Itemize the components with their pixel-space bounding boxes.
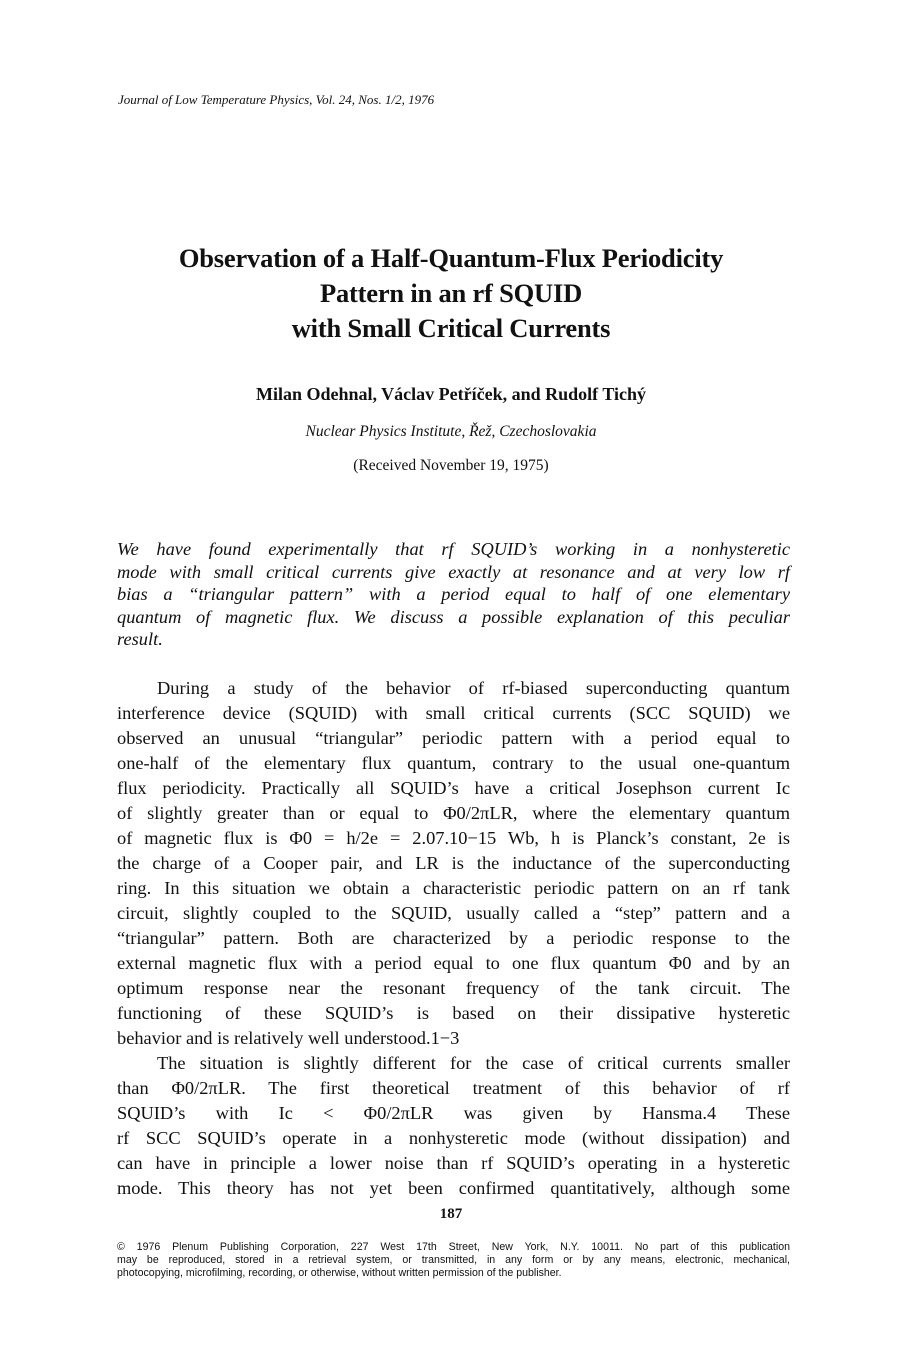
body-line: functioning of these SQUID’s is based on their dissipative hysteretic [117, 1003, 790, 1023]
body-line: of magnetic flux is Φ0 = h/2e = 2.07.10−15 Wb, h is Planck’s constant, 2e is [117, 828, 790, 848]
authors: Milan Odehnal, Václav Petříček, and Rudolf Tichý [255, 384, 647, 404]
body-line: one-half of the elementary flux quantum, contrary to the usual one-quantum [117, 753, 790, 773]
copyright-line: photocopying, microfilming, recording, or otherwise, without written permission of the publisher. [117, 1267, 562, 1279]
page-number: 187 [439, 1206, 463, 1222]
title-line: Pattern in an rf SQUID [319, 278, 583, 308]
copyright-line: may be reproduced, stored in a retrieval system, or transmitted, in any form or by any means, electronic, mechanical, [117, 1254, 790, 1266]
body-line: flux periodicity. Practically all SQUID’s have a critical Josephson current Ic [117, 778, 790, 798]
body-text [117, 676, 790, 1201]
body-line: of slightly greater than or equal to Φ0/2πLR, where the elementary quantum [117, 803, 790, 823]
body-line: interference device (SQUID) with small critical currents (SCC SQUID) we [117, 703, 790, 723]
body-line: behavior and is relatively well understood.1−3 [117, 1028, 460, 1048]
copyright-notice [117, 1241, 790, 1280]
copyright-line: © 1976 Plenum Publishing Corporation, 227 West 17th Street, New York, N.Y. 10011. No part of this publication [117, 1241, 790, 1253]
abstract [117, 538, 790, 651]
body-line: can have in principle a lower noise than rf SQUID’s operating in a hysteretic [117, 1153, 790, 1173]
body-line: than Φ0/2πLR. The first theoretical treatment of this behavior of rf [117, 1078, 790, 1098]
body-line: During a study of the behavior of rf-biased superconducting quantum [157, 678, 790, 698]
abstract-line: mode with small critical currents give exactly at resonance and at very low rf [117, 561, 790, 582]
abstract-line: We have found experimentally that rf SQUID’s working in a nonhysteretic [117, 539, 790, 559]
body-line: The situation is slightly different for the case of critical currents smaller [157, 1053, 790, 1073]
abstract-line: bias a “triangular pattern” with a period equal to half of one elementary [117, 584, 790, 604]
body-line: optimum response near the resonant frequency of the tank circuit. The [117, 978, 790, 998]
body-line: ring. In this situation we obtain a characteristic periodic pattern on an rf tank [117, 878, 790, 898]
body-line: the charge of a Cooper pair, and LR is the inductance of the superconducting [117, 853, 790, 873]
received-date: (Received November 19, 1975) [353, 457, 549, 474]
body-line: “triangular” pattern. Both are characterized by a periodic response to the [117, 928, 790, 948]
body-line: circuit, slightly coupled to the SQUID, usually called a “step” pattern and a [117, 903, 790, 923]
body-line: external magnetic flux with a period equal to one flux quantum Φ0 and by an [117, 953, 790, 973]
affiliation: Nuclear Physics Institute, Řež, Czechoslovakia [305, 423, 597, 440]
paper-title [110, 241, 792, 346]
abstract-line: result. [117, 629, 163, 649]
body-line: observed an unusual “triangular” periodic pattern with a period equal to [117, 728, 790, 748]
journal-citation: Journal of Low Temperature Physics, Vol. 24, Nos. 1/2, 1976 [118, 92, 435, 107]
body-line: rf SCC SQUID’s operate in a nonhysteretic mode (without dissipation) and [117, 1128, 790, 1148]
title-line: with Small Critical Currents [291, 313, 611, 343]
abstract-line: quantum of magnetic flux. We discuss a possible explanation of this peculiar [117, 606, 790, 627]
title-line: Observation of a Half-Quantum-Flux Periodicity [178, 243, 724, 273]
body-line: SQUID’s with Ic < Φ0/2πLR was given by Hansma.4 These [117, 1103, 790, 1123]
body-line: mode. This theory has not yet been confirmed quantitatively, although some [117, 1178, 790, 1198]
